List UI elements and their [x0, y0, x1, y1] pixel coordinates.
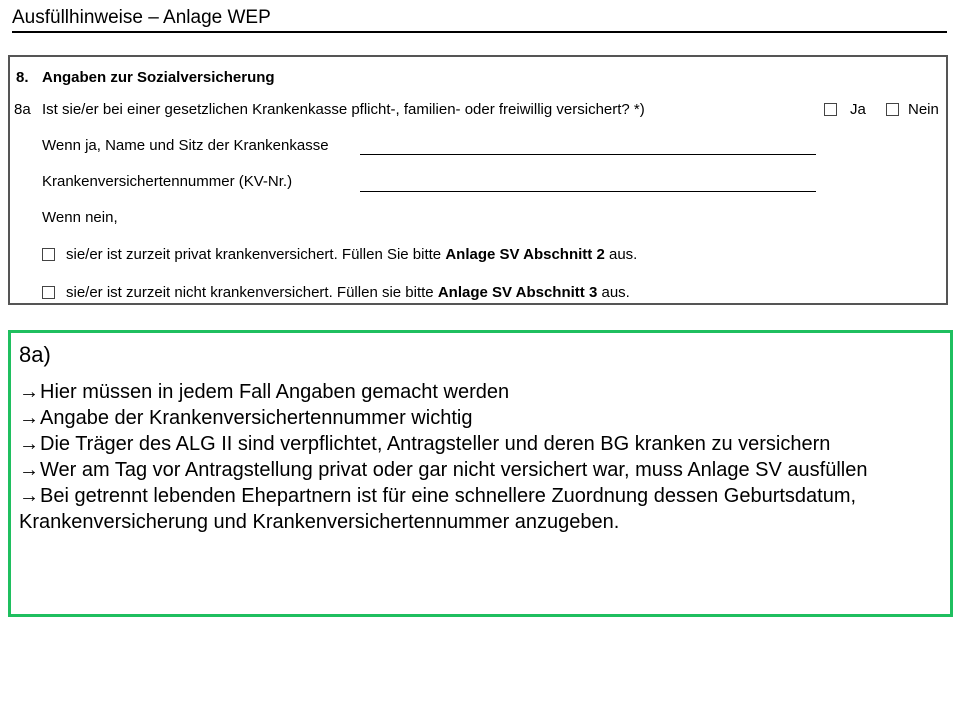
checkbox-yes[interactable] — [824, 101, 837, 119]
option-private-text: sie/er ist zurzeit privat krankenversichert. Füllen Sie bitte Anlage SV Abschnitt 2 aus. — [66, 246, 638, 263]
arrow-right-icon: → — [19, 381, 39, 403]
checkbox-private-icon — [42, 248, 55, 261]
section-title: Angaben zur Sozialversicherung — [42, 69, 275, 86]
arrow-right-icon: → — [19, 485, 39, 507]
note-item: →Bei getrennt lebenden Ehepartnern ist für eine schnellere Zuordnung dessen Geburtsdatum, Krankenversicherung und Krankenversichertennummer anzugeben. — [19, 485, 857, 533]
notes-box — [8, 330, 953, 617]
option-none-text: sie/er ist zurzeit nicht krankenversichert. Füllen sie bitte Anlage SV Abschnitt 3 aus. — [66, 284, 630, 301]
page-title: Ausfüllhinweise – Anlage WEP — [12, 6, 947, 33]
notes-heading: 8a) — [19, 342, 51, 367]
field-kasse-label: Wenn ja, Name und Sitz der Krankenkasse — [42, 137, 329, 154]
field-kvnr-line[interactable] — [360, 191, 816, 192]
checkbox-no[interactable] — [886, 101, 899, 119]
if-no-label: Wenn nein, — [42, 209, 118, 226]
note-item: →Angabe der Krankenversichertennummer wichtig — [19, 407, 473, 429]
arrow-right-icon: → — [19, 459, 39, 481]
section-number: 8. — [16, 69, 29, 86]
checkbox-yes-label: Ja — [850, 101, 866, 118]
note-item: →Wer am Tag vor Antragstellung privat oder gar nicht versichert war, muss Anlage SV ausfüllen — [19, 459, 868, 481]
checkbox-no-label: Nein — [908, 101, 939, 118]
checkbox-yes-icon — [824, 103, 837, 116]
question-number: 8a — [14, 101, 31, 118]
checkbox-no-icon — [886, 103, 899, 116]
field-kvnr-label: Krankenversichertennummer (KV-Nr.) — [42, 173, 293, 190]
question-text: Ist sie/er bei einer gesetzlichen Krankenkasse pflicht-, familien- oder freiwillig versichert? *) — [42, 101, 645, 118]
field-kasse-line[interactable] — [360, 154, 816, 155]
note-item: →Hier müssen in jedem Fall Angaben gemacht werden — [19, 381, 510, 403]
checkbox-private[interactable] — [42, 246, 55, 264]
checkbox-none-icon — [42, 286, 55, 299]
note-item: →Die Träger des ALG II sind verpflichtet, Antragsteller und deren BG kranken zu versichern — [19, 433, 831, 455]
arrow-right-icon: → — [19, 407, 39, 429]
form-excerpt — [8, 55, 948, 305]
arrow-right-icon: → — [19, 433, 39, 455]
checkbox-none[interactable] — [42, 284, 55, 302]
